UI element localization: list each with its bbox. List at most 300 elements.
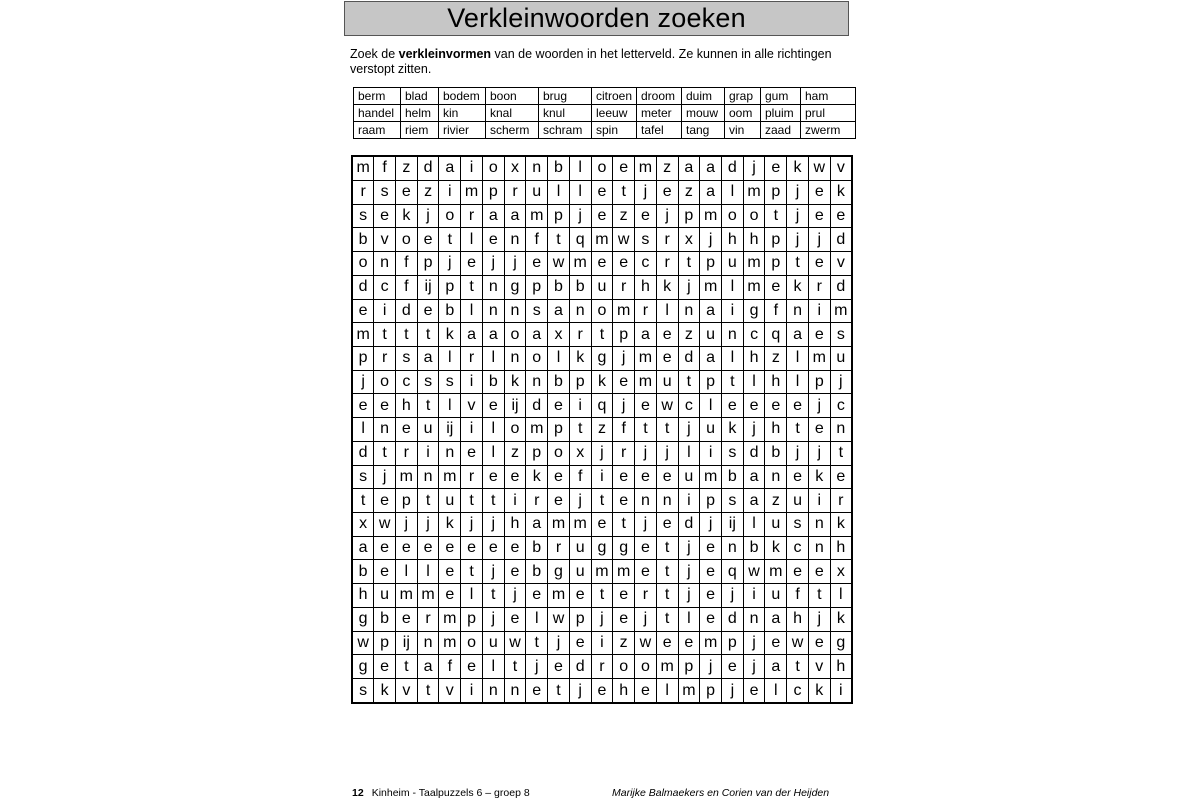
- letter-cell: e: [504, 607, 526, 631]
- letter-cell: d: [417, 156, 439, 180]
- letter-cell: e: [374, 536, 396, 560]
- letter-cell: b: [569, 275, 591, 299]
- letter-cell: t: [352, 489, 374, 513]
- letter-cell: i: [569, 394, 591, 418]
- letter-cell: g: [830, 631, 852, 655]
- letter-cell: e: [635, 465, 657, 489]
- letter-cell: r: [808, 275, 830, 299]
- grid-row: [352, 370, 852, 394]
- letter-cell: h: [830, 655, 852, 679]
- grid-row: [352, 560, 852, 584]
- letter-cell: d: [830, 228, 852, 252]
- letter-cell: j: [569, 204, 591, 228]
- letter-cell: o: [439, 204, 461, 228]
- letter-cell: i: [439, 180, 461, 204]
- letter-cell: t: [569, 418, 591, 442]
- word-cell: brug: [539, 88, 592, 105]
- letter-cell: e: [548, 655, 570, 679]
- letter-cell: t: [591, 323, 613, 347]
- letter-cell: n: [439, 441, 461, 465]
- word-cell: zaad: [761, 122, 801, 139]
- letter-cell: j: [395, 512, 417, 536]
- grid-row: [352, 584, 852, 608]
- letter-cell: p: [374, 631, 396, 655]
- letter-cell: u: [569, 536, 591, 560]
- letter-cell: k: [787, 275, 809, 299]
- letter-cell: k: [526, 465, 548, 489]
- letter-cell: a: [526, 512, 548, 536]
- letter-cell: i: [374, 299, 396, 323]
- instructions-part2: van de woorden in het letterveld. Ze kunnen in alle richtingen verstopt zitten.: [350, 47, 832, 76]
- letter-cell: e: [721, 655, 743, 679]
- letter-cell: p: [613, 323, 635, 347]
- letter-cell: z: [765, 489, 787, 513]
- letter-cell: d: [830, 275, 852, 299]
- letter-cell: n: [417, 465, 439, 489]
- letter-cell: e: [374, 560, 396, 584]
- letter-cell: n: [504, 299, 526, 323]
- letter-cell: f: [395, 252, 417, 276]
- letter-cell: w: [808, 156, 830, 180]
- letter-cell: n: [808, 512, 830, 536]
- letter-cell: g: [591, 346, 613, 370]
- letter-cell: o: [504, 323, 526, 347]
- letter-cell: f: [613, 418, 635, 442]
- word-cell: meter: [637, 105, 682, 122]
- letter-cell: x: [504, 156, 526, 180]
- letter-cell: s: [721, 489, 743, 513]
- letter-cell: j: [700, 512, 722, 536]
- letter-cell: c: [830, 394, 852, 418]
- letter-cell: e: [461, 536, 483, 560]
- letter-cell: f: [395, 275, 417, 299]
- letter-cell: m: [700, 204, 722, 228]
- letter-cell: e: [439, 560, 461, 584]
- word-cell: grap: [725, 88, 761, 105]
- letter-cell: o: [461, 631, 483, 655]
- letter-cell: t: [721, 370, 743, 394]
- grid-row: [352, 204, 852, 228]
- letter-cell: l: [830, 584, 852, 608]
- letter-cell: e: [417, 228, 439, 252]
- letter-cell: u: [482, 631, 504, 655]
- letter-cell: m: [635, 156, 657, 180]
- letter-cell: m: [591, 228, 613, 252]
- word-cell: rivier: [439, 122, 486, 139]
- letter-cell: a: [548, 299, 570, 323]
- letter-cell: j: [656, 441, 678, 465]
- grid-row: [352, 228, 852, 252]
- letter-cell: t: [656, 418, 678, 442]
- letter-cell: e: [439, 584, 461, 608]
- letter-cell: i: [721, 299, 743, 323]
- letter-cell: e: [743, 394, 765, 418]
- letter-cell: e: [548, 465, 570, 489]
- letter-cell: a: [417, 346, 439, 370]
- letter-cell: e: [808, 252, 830, 276]
- letter-cell: r: [395, 441, 417, 465]
- letter-cell: e: [613, 584, 635, 608]
- letter-cell: e: [808, 560, 830, 584]
- letter-cell: h: [395, 394, 417, 418]
- letter-cell: e: [613, 370, 635, 394]
- letter-cell: t: [548, 228, 570, 252]
- letter-cell: e: [482, 394, 504, 418]
- letter-cell: m: [808, 346, 830, 370]
- letter-cell: j: [482, 607, 504, 631]
- letter-cell: e: [700, 536, 722, 560]
- letter-cell: a: [678, 156, 700, 180]
- letter-cell: l: [548, 180, 570, 204]
- letter-cell: z: [395, 156, 417, 180]
- letter-cell: o: [548, 441, 570, 465]
- grid-row: [352, 655, 852, 679]
- letter-cell: j: [787, 204, 809, 228]
- word-cell: citroen: [592, 88, 637, 105]
- letter-cell: m: [461, 180, 483, 204]
- letter-cell: a: [461, 323, 483, 347]
- letter-cell: ij: [395, 631, 417, 655]
- letter-cell: k: [808, 679, 830, 704]
- letter-cell: l: [417, 560, 439, 584]
- word-cell: knal: [486, 105, 539, 122]
- grid-row: [352, 679, 852, 704]
- letter-cell: j: [721, 584, 743, 608]
- letter-cell: n: [526, 156, 548, 180]
- letter-cell: o: [526, 346, 548, 370]
- letter-cell: o: [395, 228, 417, 252]
- word-cell: zwerm: [801, 122, 856, 139]
- letter-cell: j: [504, 252, 526, 276]
- letter-cell: n: [765, 465, 787, 489]
- letter-cell: e: [352, 394, 374, 418]
- letter-cell: t: [656, 584, 678, 608]
- letter-cell: j: [591, 607, 613, 631]
- letter-cell: b: [526, 560, 548, 584]
- letter-cell: w: [613, 228, 635, 252]
- letter-cell: j: [700, 228, 722, 252]
- letter-cell: l: [352, 418, 374, 442]
- letter-cell: e: [656, 631, 678, 655]
- letter-cell: p: [352, 346, 374, 370]
- word-row: [354, 88, 856, 105]
- letter-cell: d: [352, 441, 374, 465]
- letter-cell: v: [830, 252, 852, 276]
- letter-cell: t: [548, 679, 570, 704]
- grid-row: [352, 394, 852, 418]
- letter-cell: w: [504, 631, 526, 655]
- letter-cell: j: [569, 489, 591, 513]
- letter-cell: j: [678, 418, 700, 442]
- letter-cell: k: [808, 465, 830, 489]
- letter-cell: j: [569, 679, 591, 704]
- letter-cell: g: [504, 275, 526, 299]
- letter-cell: j: [504, 584, 526, 608]
- letter-cell: j: [461, 512, 483, 536]
- letter-cell: n: [808, 536, 830, 560]
- letter-cell: k: [395, 204, 417, 228]
- letter-cell: o: [591, 156, 613, 180]
- letter-cell: p: [678, 655, 700, 679]
- letter-cell: l: [439, 346, 461, 370]
- letter-cell: e: [808, 631, 830, 655]
- letter-cell: v: [461, 394, 483, 418]
- letter-cell: n: [656, 489, 678, 513]
- letter-cell: v: [830, 156, 852, 180]
- letter-cell: e: [635, 204, 657, 228]
- letter-cell: l: [482, 346, 504, 370]
- letter-cell: m: [613, 560, 635, 584]
- letter-cell: n: [678, 299, 700, 323]
- letter-cell: u: [526, 180, 548, 204]
- word-cell: pluim: [761, 105, 801, 122]
- letter-cell: n: [374, 252, 396, 276]
- letter-cell: v: [439, 679, 461, 704]
- letter-cell: p: [417, 252, 439, 276]
- letter-cell: n: [721, 536, 743, 560]
- letter-cell: w: [635, 631, 657, 655]
- letter-cell: d: [526, 394, 548, 418]
- letter-cell: j: [635, 180, 657, 204]
- letter-cell: j: [808, 228, 830, 252]
- word-cell: berm: [354, 88, 401, 105]
- letter-cell: j: [678, 275, 700, 299]
- letter-cell: m: [569, 512, 591, 536]
- letter-cell: j: [482, 252, 504, 276]
- letter-cell: m: [395, 584, 417, 608]
- word-cell: boon: [486, 88, 539, 105]
- letter-cell: u: [830, 346, 852, 370]
- letter-cell: a: [700, 180, 722, 204]
- letter-cell: l: [656, 299, 678, 323]
- letter-cell: t: [613, 512, 635, 536]
- letter-cell: x: [569, 441, 591, 465]
- letter-cell: u: [700, 418, 722, 442]
- grid-row: [352, 275, 852, 299]
- letter-cell: m: [613, 299, 635, 323]
- letter-cell: j: [808, 394, 830, 418]
- letter-cell: a: [765, 607, 787, 631]
- letter-cell: b: [548, 275, 570, 299]
- letter-cell: s: [526, 299, 548, 323]
- letter-cell: w: [374, 512, 396, 536]
- letter-cell: e: [395, 536, 417, 560]
- word-cell: schram: [539, 122, 592, 139]
- letter-cell: e: [395, 418, 417, 442]
- letter-cell: e: [526, 252, 548, 276]
- letter-cell: j: [482, 560, 504, 584]
- letter-cell: i: [591, 631, 613, 655]
- letter-cell: r: [613, 441, 635, 465]
- letter-cell: r: [461, 465, 483, 489]
- letter-cell: n: [526, 370, 548, 394]
- letter-cell: a: [482, 204, 504, 228]
- letter-cell: s: [352, 679, 374, 704]
- letter-cell: j: [678, 560, 700, 584]
- letter-cell: j: [678, 584, 700, 608]
- letter-cell: l: [482, 418, 504, 442]
- letter-cell: e: [395, 180, 417, 204]
- letter-cell: b: [439, 299, 461, 323]
- instructions: [350, 47, 850, 77]
- letter-cell: h: [743, 228, 765, 252]
- letter-cell: a: [743, 489, 765, 513]
- letter-cell: r: [656, 252, 678, 276]
- letter-cell: e: [482, 465, 504, 489]
- letter-cell: h: [613, 679, 635, 704]
- letter-cell: u: [787, 489, 809, 513]
- letter-cell: e: [830, 204, 852, 228]
- letter-cell: l: [439, 394, 461, 418]
- letter-cell: t: [613, 180, 635, 204]
- letter-cell: t: [656, 607, 678, 631]
- letter-cell: p: [765, 252, 787, 276]
- letter-cell: e: [591, 512, 613, 536]
- letter-cell: m: [548, 512, 570, 536]
- letter-cell: u: [700, 323, 722, 347]
- letter-cell: e: [613, 156, 635, 180]
- letter-cell: j: [700, 655, 722, 679]
- letter-cell: t: [439, 228, 461, 252]
- letter-cell: i: [808, 299, 830, 323]
- letter-cell: n: [830, 418, 852, 442]
- letter-cell: s: [374, 180, 396, 204]
- letter-cell: l: [461, 299, 483, 323]
- letter-cell: h: [721, 228, 743, 252]
- word-cell: kin: [439, 105, 486, 122]
- letter-cell: p: [569, 370, 591, 394]
- letter-cell: d: [395, 299, 417, 323]
- letter-cell: e: [656, 465, 678, 489]
- letter-cell: p: [765, 228, 787, 252]
- letter-cell: g: [613, 536, 635, 560]
- letter-cell: e: [613, 607, 635, 631]
- letter-cell: w: [787, 631, 809, 655]
- letter-cell: m: [635, 370, 657, 394]
- letter-cell: d: [678, 346, 700, 370]
- letter-cell: c: [787, 536, 809, 560]
- letter-cell: c: [395, 370, 417, 394]
- letter-cell: r: [591, 655, 613, 679]
- letter-cell: i: [700, 441, 722, 465]
- letter-grid: [351, 155, 853, 704]
- word-cell: riem: [401, 122, 439, 139]
- letter-cell: p: [526, 441, 548, 465]
- letter-cell: a: [482, 323, 504, 347]
- letter-cell: e: [656, 180, 678, 204]
- letter-cell: c: [743, 323, 765, 347]
- letter-cell: s: [352, 204, 374, 228]
- page-number: 12: [352, 787, 364, 799]
- letter-cell: f: [526, 228, 548, 252]
- letter-cell: u: [374, 584, 396, 608]
- page-title: Verkleinwoorden zoeken: [447, 3, 746, 33]
- letter-cell: z: [613, 204, 635, 228]
- letter-cell: t: [482, 584, 504, 608]
- letter-cell: a: [526, 323, 548, 347]
- letter-cell: f: [569, 465, 591, 489]
- letter-cell: m: [417, 584, 439, 608]
- letter-cell: o: [635, 655, 657, 679]
- letter-cell: l: [721, 180, 743, 204]
- letter-cell: r: [504, 180, 526, 204]
- letter-cell: l: [765, 679, 787, 704]
- letter-cell: p: [700, 679, 722, 704]
- letter-cell: r: [548, 536, 570, 560]
- letter-cell: r: [569, 323, 591, 347]
- letter-cell: j: [635, 441, 657, 465]
- letter-cell: n: [417, 631, 439, 655]
- letter-cell: p: [721, 631, 743, 655]
- word-cell: mouw: [682, 105, 725, 122]
- letter-cell: n: [504, 346, 526, 370]
- letter-cell: m: [678, 679, 700, 704]
- letter-cell: i: [461, 370, 483, 394]
- letter-cell: e: [374, 204, 396, 228]
- letter-cell: e: [461, 441, 483, 465]
- footer-series: Kinheim - Taalpuzzels 6 – groep 8: [371, 787, 530, 799]
- letter-cell: i: [461, 156, 483, 180]
- letter-cell: l: [526, 607, 548, 631]
- letter-cell: c: [678, 394, 700, 418]
- letter-cell: h: [635, 275, 657, 299]
- letter-cell: i: [461, 418, 483, 442]
- letter-cell: i: [743, 584, 765, 608]
- word-cell: handel: [354, 105, 401, 122]
- letter-cell: ij: [504, 394, 526, 418]
- letter-cell: l: [569, 156, 591, 180]
- letter-cell: e: [613, 252, 635, 276]
- letter-cell: r: [374, 346, 396, 370]
- letter-cell: e: [765, 275, 787, 299]
- letter-cell: t: [830, 441, 852, 465]
- letter-cell: v: [374, 228, 396, 252]
- letter-cell: l: [482, 655, 504, 679]
- letter-cell: m: [700, 631, 722, 655]
- letter-cell: j: [808, 607, 830, 631]
- letter-cell: x: [678, 228, 700, 252]
- letter-cell: ij: [721, 512, 743, 536]
- letter-cell: h: [504, 512, 526, 536]
- letter-cell: t: [461, 560, 483, 584]
- letter-cell: a: [700, 156, 722, 180]
- letter-cell: k: [439, 323, 461, 347]
- word-cell: gum: [761, 88, 801, 105]
- letter-cell: t: [374, 323, 396, 347]
- letter-cell: u: [656, 370, 678, 394]
- letter-cell: n: [569, 299, 591, 323]
- letter-cell: w: [743, 560, 765, 584]
- letter-cell: j: [787, 228, 809, 252]
- letter-cell: m: [591, 560, 613, 584]
- letter-cell: d: [721, 607, 743, 631]
- letter-cell: k: [721, 418, 743, 442]
- letter-cell: t: [417, 489, 439, 513]
- letter-cell: e: [656, 512, 678, 536]
- letter-cell: f: [374, 156, 396, 180]
- letter-cell: l: [721, 346, 743, 370]
- grid-row: [352, 180, 852, 204]
- letter-cell: e: [374, 394, 396, 418]
- letter-cell: m: [700, 275, 722, 299]
- letter-cell: l: [395, 560, 417, 584]
- letter-cell: b: [526, 536, 548, 560]
- grid-row: [352, 489, 852, 513]
- letter-cell: q: [591, 394, 613, 418]
- letter-cell: ij: [439, 418, 461, 442]
- letter-cell: o: [504, 418, 526, 442]
- letter-cell: t: [504, 655, 526, 679]
